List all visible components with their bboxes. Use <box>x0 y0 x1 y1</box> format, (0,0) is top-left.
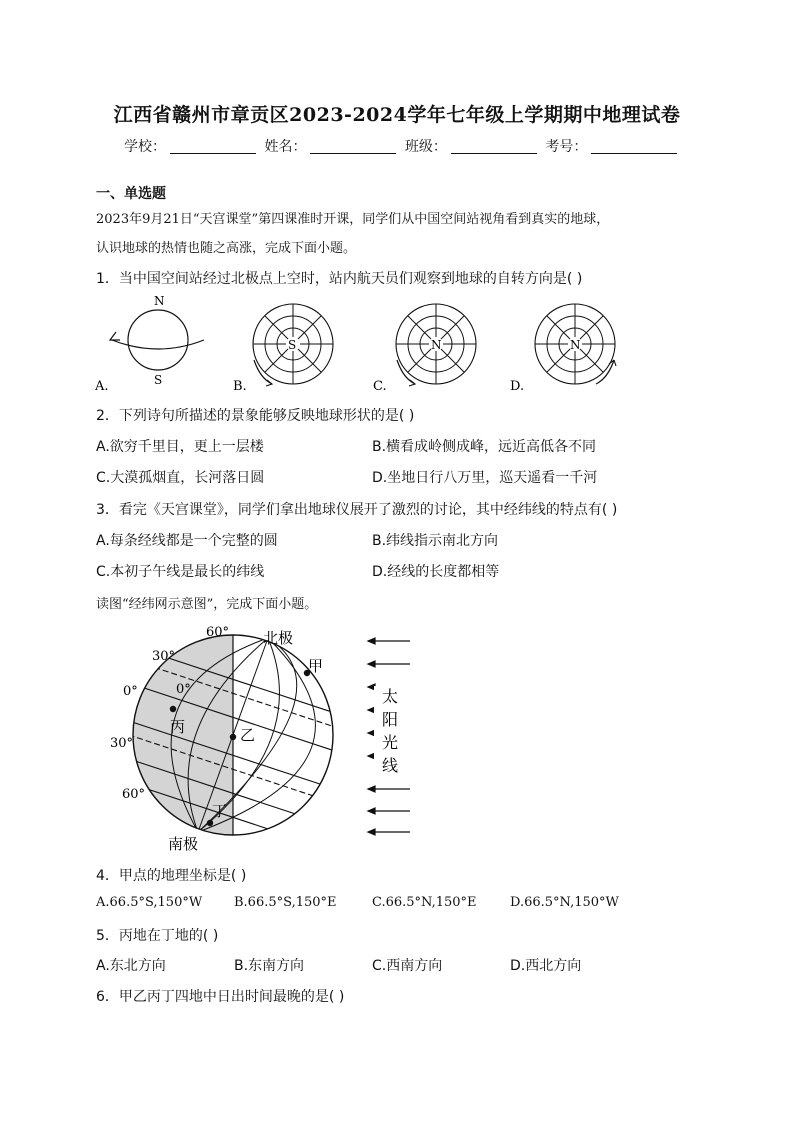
label-yi: 乙 <box>240 726 256 744</box>
intro-line-1: 2023年9月21日“天宫课堂”第四课准时开课，同学们从中国空间站视角看到真实的地球， <box>96 212 610 227</box>
sun-char-4: 线 <box>382 756 399 775</box>
sun-char-3: 光 <box>382 733 399 752</box>
point-yi <box>230 734 236 740</box>
q1-fig-d-center: N <box>570 338 581 352</box>
label-60-top: 60° <box>206 625 230 640</box>
number-label: 考号： <box>545 139 588 155</box>
label-0-outer: 0° <box>123 684 138 699</box>
q1-fig-a-north: N <box>154 296 165 308</box>
label-ding: 丁 <box>212 802 228 820</box>
q1-figure-c <box>373 304 476 394</box>
q3-stem: 3．看完《天宫课堂》，同学们拿出地球仪展开了激烈的讨论，其中经纬线的特点有( ) <box>96 502 618 518</box>
q1-fig-b-center: S <box>288 338 297 352</box>
q2-option-a[interactable]: A.欲穷千里目，更上一层楼 <box>96 439 264 455</box>
label-0-inner: 0° <box>176 682 191 697</box>
point-bing <box>170 706 176 712</box>
school-label: 学校： <box>124 139 166 155</box>
label-south-pole: 南极 <box>168 835 199 853</box>
q1-stem: 1．当中国空间站经过北极点上空时，站内航天员们观察到地球的自转方向是( ) <box>96 271 583 287</box>
student-info-line <box>124 136 681 156</box>
q3-option-c[interactable]: C.本初子午线是最长的纬线 <box>96 564 265 580</box>
class-label: 班级： <box>404 139 447 155</box>
q5-option-b[interactable]: B.东南方向 <box>234 958 305 974</box>
sun-char-2: 阳 <box>382 710 399 729</box>
intro-line-2: 认识地球的热情也随之高涨，完成下面小题。 <box>96 241 357 256</box>
name-blank[interactable] <box>310 153 396 154</box>
sun-char-1: 太 <box>382 687 399 706</box>
q5-stem: 5．丙地在丁地的( ) <box>96 928 219 944</box>
section-heading: 一、单选题 <box>96 186 166 202</box>
q1-figures <box>90 296 650 396</box>
label-north-pole: 北极 <box>263 629 294 647</box>
school-blank[interactable] <box>170 153 256 154</box>
q4-option-b[interactable]: B.66.5°S,150°E <box>234 895 337 910</box>
label-30-top: 30° <box>152 649 176 664</box>
q1-label-c: C. <box>373 379 387 394</box>
q1-figure-a <box>94 296 204 394</box>
label-jia: 甲 <box>308 657 324 675</box>
q2-option-b[interactable]: B.横看成岭侧成峰，远近高低各不同 <box>372 439 597 455</box>
read-figure-intro: 读图“经纬网示意图”，完成下面小题。 <box>96 597 318 612</box>
q1-fig-a-south: S <box>154 373 163 387</box>
label-30-bottom: 30° <box>110 736 134 751</box>
q3-option-a[interactable]: A.每条经线都是一个完整的圆 <box>96 533 278 549</box>
q1-figure-d <box>510 304 616 394</box>
q1-label-a: A. <box>95 379 109 394</box>
q4-option-d[interactable]: D.66.5°N,150°W <box>510 895 619 910</box>
number-blank[interactable] <box>591 153 677 154</box>
q2-stem: 2．下列诗句所描述的景象能够反映地球形状的是( ) <box>96 408 415 424</box>
q4-option-a[interactable]: A.66.5°S,150°W <box>96 895 203 910</box>
q1-label-d: D. <box>510 379 525 394</box>
name-label: 姓名： <box>264 139 307 155</box>
q2-option-d[interactable]: D.坐地日行八万里，巡天遥看一千河 <box>372 470 598 486</box>
q2-option-c[interactable]: C.大漠孤烟直，长河落日圆 <box>96 470 265 486</box>
q4-stem: 4．甲点的地理坐标是( ) <box>96 868 247 884</box>
label-60-bottom: 60° <box>122 787 146 802</box>
q3-option-b[interactable]: B.纬线指示南北方向 <box>372 533 499 549</box>
q1-figure-b <box>233 304 333 394</box>
q3-option-d[interactable]: D.经线的长度都相等 <box>372 564 500 580</box>
q5-option-a[interactable]: A.东北方向 <box>96 958 166 974</box>
label-bing: 丙 <box>170 718 186 736</box>
q5-option-d[interactable]: D.西北方向 <box>510 958 582 974</box>
q1-fig-c-center: N <box>431 338 442 352</box>
q5-option-c[interactable]: C.西南方向 <box>372 958 443 974</box>
sunlight-arrows <box>360 630 420 840</box>
q1-label-b: B. <box>233 379 247 394</box>
point-ding <box>207 820 213 826</box>
q4-option-c[interactable]: C.66.5°N,150°E <box>372 895 477 910</box>
page-title: 江西省赣州市章贡区2023-2024学年七年级上学期期中地理试卷 <box>113 104 681 126</box>
q6-stem: 6．甲乙丙丁四地中日出时间最晚的是( ) <box>96 989 345 1005</box>
class-blank[interactable] <box>451 153 537 154</box>
